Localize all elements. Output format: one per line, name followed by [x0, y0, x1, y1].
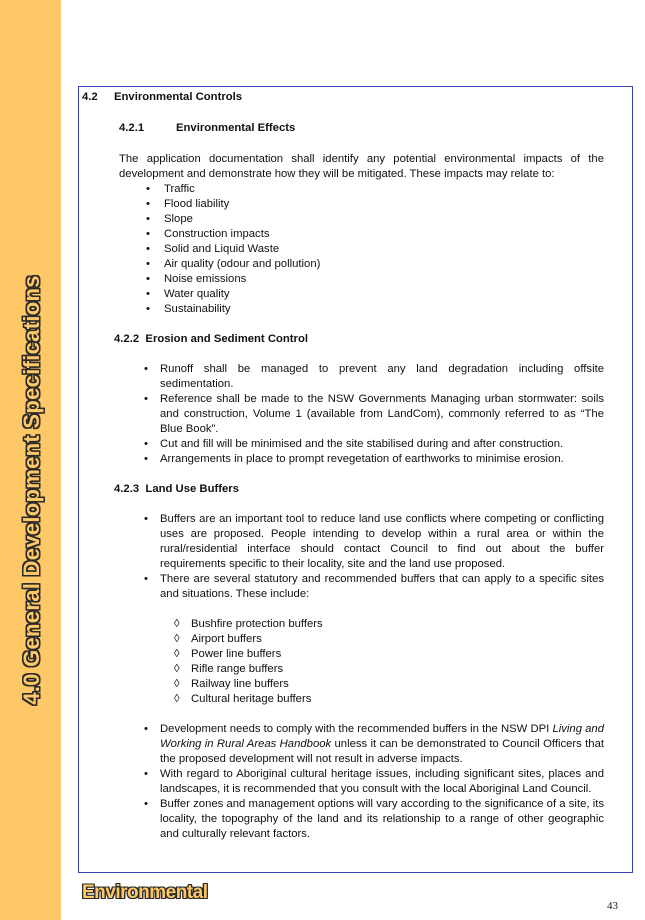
list-item: • Flood liability	[82, 197, 604, 212]
list-item: • Runoff shall be managed to prevent any land degradation including offsite sedimentation.	[82, 362, 604, 392]
impacts-list	[82, 182, 604, 317]
content	[82, 90, 604, 842]
list-item: • With regard to Aboriginal cultural heritage issues, including significant sites, places and landscapes, it is recommended that you consult with the local Aboriginal Land Council.	[82, 767, 604, 797]
list-item	[82, 722, 604, 767]
list-item: • Air quality (odour and pollution)	[82, 257, 604, 272]
list-item: • Traffic	[82, 182, 604, 197]
subsection-number-422: 4.2.2	[114, 333, 140, 345]
subsection-title-421: Environmental Effects	[176, 122, 296, 134]
footer-label: Environmental	[82, 882, 208, 903]
buffers-list-a	[82, 512, 604, 602]
handbook-title: Living and Working in Rural Areas Handbook	[160, 723, 604, 750]
list-item: ◊ Railway line buffers	[82, 677, 604, 692]
subsection-number-423: 4.2.3	[114, 483, 140, 495]
list-item: ◊ Rifle range buffers	[82, 662, 604, 677]
sidebar	[0, 0, 61, 920]
erosion-list	[82, 362, 604, 467]
list-item: • Solid and Liquid Waste	[82, 242, 604, 257]
subsection-heading-421	[119, 121, 604, 136]
dev-prefix: Development needs to comply with the recommended buffers in the NSW DPI	[160, 723, 553, 735]
sidebar-title: 4.0 General Development Specifications	[19, 275, 44, 705]
list-item: • There are several statutory and recommended buffers that can apply to a specific sites and situations. These include:	[82, 572, 604, 602]
list-item: • Buffer zones and management options will vary according to the significance of a site, its locality, the topography of the land and its relationship to a range of other geographic and culturally relevant factors.	[82, 797, 604, 842]
section-title: Environmental Controls	[114, 91, 243, 103]
list-item: • Reference shall be made to the NSW Governments Managing urban stormwater: soils and construction, Volume 1 (available from LandCom), commonly referred to as “The Blue Book”.	[82, 392, 604, 437]
subsection-title-422: Erosion and Sediment Control	[145, 333, 308, 345]
list-item: • Noise emissions	[82, 272, 604, 287]
list-item: ◊ Bushfire protection buffers	[82, 617, 604, 632]
dev-suffix: unless it can be demonstrated to Council Officers that the proposed development will not result in adverse impacts.	[160, 738, 605, 765]
section-heading	[82, 90, 604, 105]
list-item: • Sustainability	[82, 302, 604, 317]
buffers-list-b	[82, 722, 604, 842]
subsection-heading-422	[114, 332, 604, 347]
intro-paragraph: The application documentation shall identify any potential environmental impacts of the development and demonstrate how they will be mitigated. These impacts may relate to:	[119, 153, 604, 180]
list-item: • Slope	[82, 212, 604, 227]
list-item: ◊ Power line buffers	[82, 647, 604, 662]
buffer-types-list	[82, 617, 604, 707]
list-item: • Construction impacts	[82, 227, 604, 242]
list-item: • Cut and fill will be minimised and the site stabilised during and after construction.	[82, 437, 604, 452]
list-item: • Arrangements in place to prompt revegetation of earthworks to minimise erosion.	[82, 452, 604, 467]
section-number: 4.2	[82, 91, 98, 103]
list-item: ◊ Cultural heritage buffers	[82, 692, 604, 707]
subsection-heading-423	[114, 482, 604, 497]
list-item: • Water quality	[82, 287, 604, 302]
page-number: 43	[607, 900, 618, 912]
list-item: • Buffers are an important tool to reduce land use conflicts where competing or conflicting uses are proposed. People intending to develop within a rural area or within the rural/residential interface should contact Council to find out about the buffer requirements specific to their locality, site and the land use proposed.	[82, 512, 604, 572]
subsection-number-421: 4.2.1	[119, 122, 145, 134]
subsection-title-423: Land Use Buffers	[145, 483, 239, 495]
list-item: ◊ Airport buffers	[82, 632, 604, 647]
